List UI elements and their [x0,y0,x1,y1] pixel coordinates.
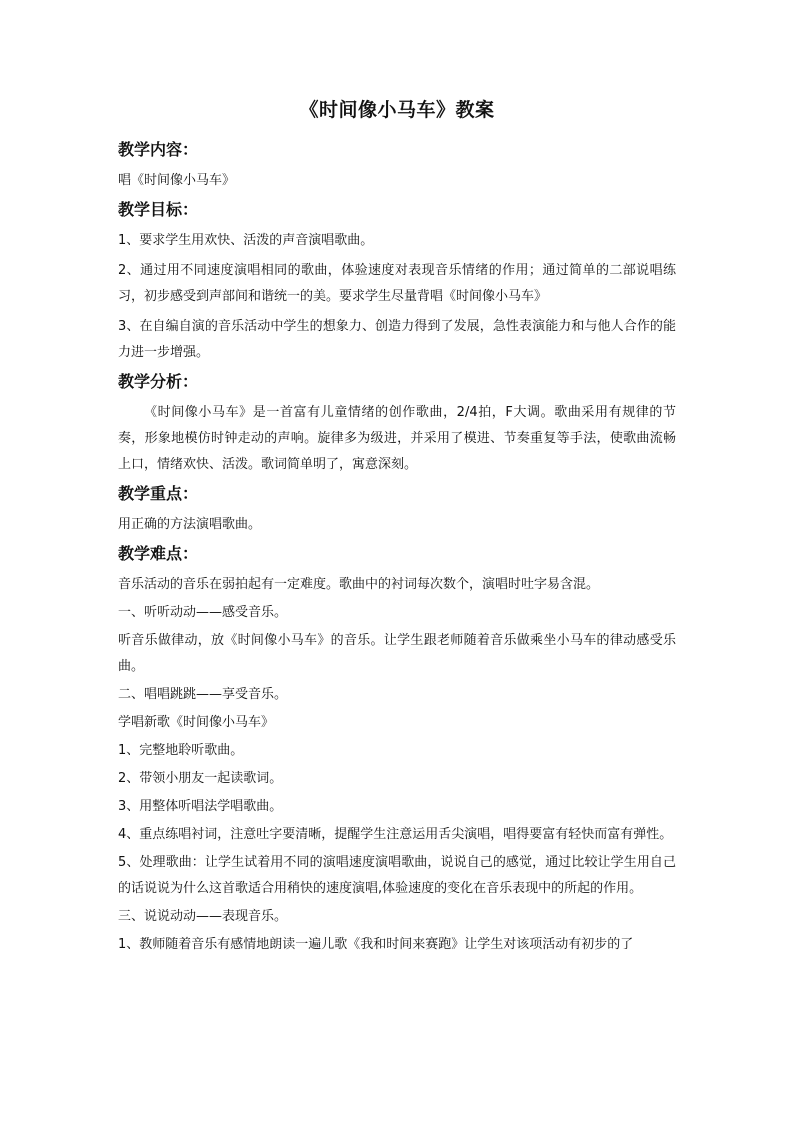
difficulty-line-4: 二、唱唱跳跳——享受音乐。 [118,687,288,702]
difficulty-line-2: 一、听听动动——感受音乐。 [118,605,288,620]
teaching-content-text: 唱《时间像小马车》 [118,173,236,188]
heading-teaching-analysis: 教学分析： [118,372,199,391]
difficulty-line-10: 5、处理歌曲：让学生试着用不同的演唱速度演唱歌曲，说说自己的感觉，通过比较让学生用自己的话说说为什么这首歌适合用稍快的速度演唱,体验速度的变化在音乐表现中的所起的作用。 [118,855,676,896]
difficulty-line-8: 3、用整体听唱法学唱歌曲。 [118,799,283,814]
goal-item-2: 2、通过用不同速度演唱相同的歌曲，体验速度对表现音乐情绪的作用；通过简单的二部说唱练习，初步感受到声部间和谐统一的美。要求学生尽量背唱《时间像小马车》 [118,263,676,304]
heading-teaching-goals: 教学目标： [118,200,199,219]
difficulty-line-6: 1、完整地聆听歌曲。 [118,743,244,758]
difficulty-line-12: 1、教师随着音乐有感情地朗读一遍儿歌《我和时间来赛跑》让学生对该项活动有初步的了 [118,937,634,952]
goal-item-3: 3、在自编自演的音乐活动中学生的想象力、创造力得到了发展，急性表演能力和与他人合作的能力进一步增强。 [118,319,676,360]
analysis-text: 《时间像小马车》是一首富有儿童情绪的创作歌曲，2/4拍，F大调。歌曲采用有规律的节奏，形象地模仿时钟走动的声响。旋律多为级进，并采用了模进、节奏重复等手法，使歌曲流畅上口，情绪欢快、活泼。歌词简单明了，寓意深刻。 [118,405,676,472]
difficulty-line-7: 2、带领小朋友一起读歌词。 [118,771,283,786]
heading-teaching-difficulty: 教学难点： [118,544,199,563]
goal-item-1: 1、要求学生用欢快、活泼的声音演唱歌曲。 [118,233,374,248]
keypoint-text: 用正确的方法演唱歌曲。 [118,517,262,532]
difficulty-line-5: 学唱新歌《时间像小马车》 [118,715,275,730]
heading-teaching-content: 教学内容： [118,140,199,159]
difficulty-line-11: 三、说说动动——表现音乐。 [118,909,288,924]
document-title: 《时间像小马车》教案 [299,99,495,121]
heading-teaching-keypoint: 教学重点： [118,484,199,503]
difficulty-line-3: 听音乐做律动，放《时间像小马车》的音乐。让学生跟老师随着音乐做乘坐小马车的律动感受乐曲。 [118,633,676,674]
difficulty-line-9: 4、重点练唱衬词，注意吐字要清晰，提醒学生注意运用舌尖演唱，唱得要富有轻快而富有弹性。 [118,827,673,842]
difficulty-line-1: 音乐活动的音乐在弱拍起有一定难度。歌曲中的衬词每次数个，演唱时吐字易含混。 [118,577,600,592]
